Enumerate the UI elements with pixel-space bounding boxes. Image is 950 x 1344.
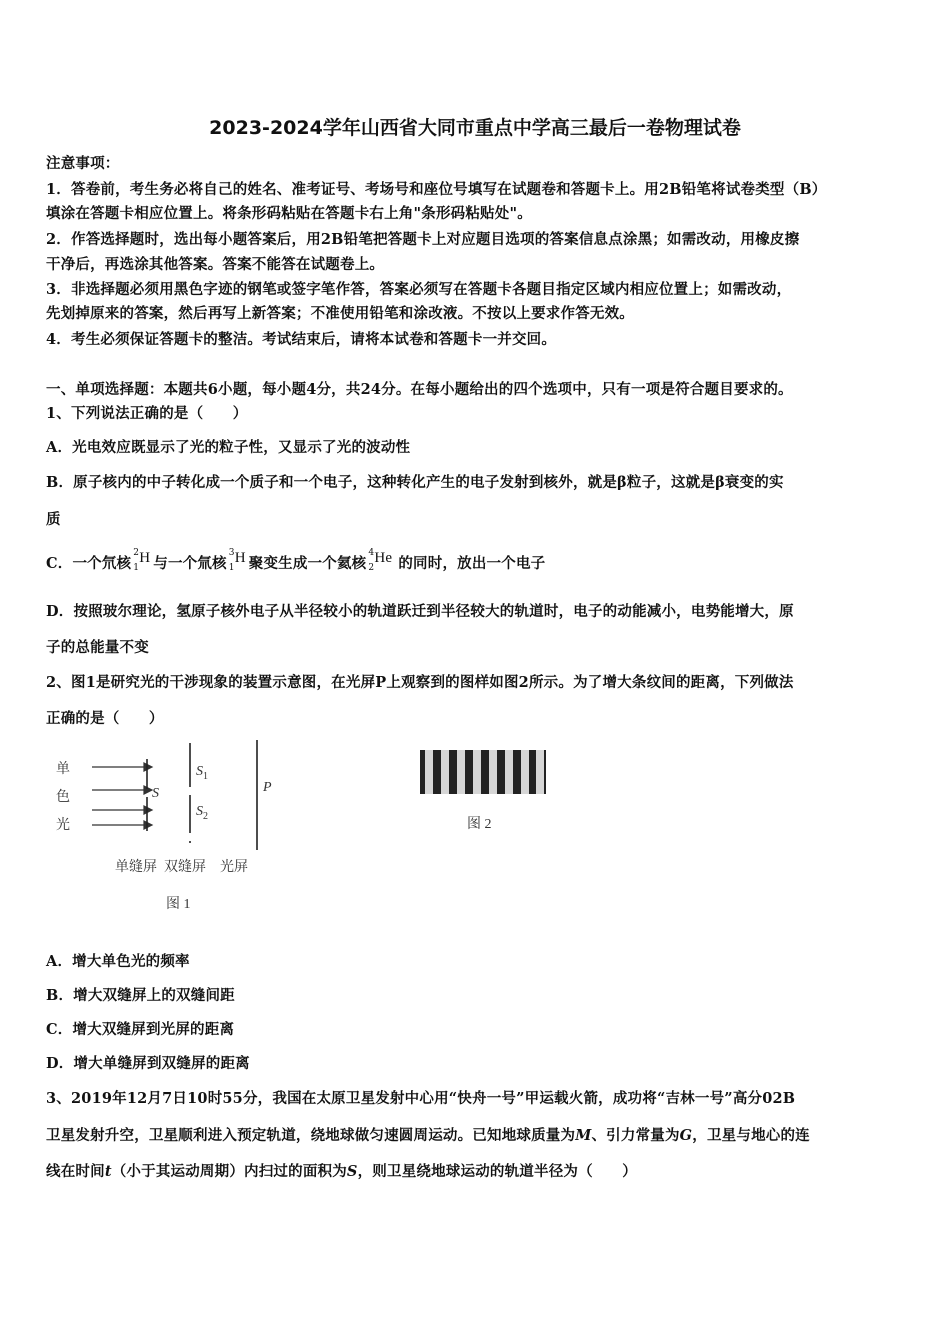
figure-1-apparatus bbox=[40, 735, 290, 920]
q3-stem-cont: 卫星发射升空，卫星顺利进入预定轨道，绕地球做匀速圆周运动。已知地球质量为M、引力常量为G，卫星与地心的连 bbox=[46, 1127, 810, 1144]
q1-option-d: D．按照玻尔理论，氢原子核外电子从半径较小的轨道跃迁到半径较大的轨道时，电子的动能减小，电势能增大，原 bbox=[46, 603, 794, 620]
q1-option-b: B．原子核内的中子转化成一个质子和一个电子，这种转化产生的电子发射到核外，就是β粒子，这就是β衰变的实 bbox=[46, 474, 784, 491]
q2-option-a: A．增大单色光的频率 bbox=[46, 953, 190, 970]
slit-s2-label: $S_2$ bbox=[196, 804, 208, 822]
screens-label: 单缝屏 双缝屏 光屏 bbox=[115, 860, 248, 875]
deuterium-nuclide: 2 1 H bbox=[133, 548, 151, 573]
light-label-char: 光 bbox=[56, 818, 70, 833]
notice-line: 3．非选择题必须用黑色字迹的钢笔或签字笔作答，答案必须写在答题卡各题目指定区域内相应位置上；如需改动， bbox=[46, 281, 792, 298]
q2-option-c: C．增大双缝屏到光屏的距离 bbox=[46, 1021, 235, 1038]
q2-stem: 2、图1是研究光的干涉现象的装置示意图，在光屏P上观察到的图样如图2所示。为了增大条纹间的距离，下列做法 bbox=[46, 674, 794, 691]
figure-2-caption: 图 2 bbox=[467, 817, 492, 832]
q1-option-a: A．光电效应既显示了光的粒子性，又显示了光的波动性 bbox=[46, 439, 411, 456]
slit-s1-label: $S_1$ bbox=[196, 764, 208, 782]
notice-heading: 注意事项： bbox=[46, 155, 120, 172]
q1-option-b-cont: 质 bbox=[46, 511, 61, 528]
figure-1-caption: 图 1 bbox=[166, 897, 191, 912]
q1-option-d-cont: 子的总能量不变 bbox=[46, 639, 149, 656]
slit-s-label: S bbox=[152, 786, 159, 801]
q3-stem: 3、2019年12月7日10时55分，我国在太原卫星发射中心用“快舟一号”甲运载火箭，成功将“吉林一号”高分02B bbox=[46, 1090, 796, 1107]
light-label-char: 色 bbox=[56, 790, 70, 805]
q2-stem-cont: 正确的是（ ） bbox=[46, 710, 164, 727]
notice-line: 干净后，再选涂其他答案。答案不能答在试题卷上。 bbox=[46, 256, 385, 273]
q2-option-d: D．增大单缝屏到双缝屏的距离 bbox=[46, 1055, 250, 1072]
q1-stem: 1、下列说法正确的是（ ） bbox=[46, 405, 248, 422]
notice-line: 先划掉原来的答案，然后再写上新答案；不准使用铅笔和涂改液。不按以上要求作答无效。 bbox=[46, 305, 634, 322]
notice-line: 填涂在答题卡相应位置上。将条形码粘贴在答题卡右上角"条形码粘贴处"。 bbox=[46, 205, 532, 222]
figure-2-fringes bbox=[420, 750, 546, 794]
notice-line: 1．答卷前，考生务必将自己的姓名、准考证号、考场号和座位号填写在试题卷和答题卡上。用2B铅笔将试卷类型（B） bbox=[46, 181, 827, 198]
q3-stem-cont: 线在时间t（小于其运动周期）内扫过的面积为S，则卫星绕地球运动的轨道半径为（ ） bbox=[46, 1163, 637, 1180]
screen-p-label: P bbox=[263, 780, 272, 795]
q2-option-b: B．增大双缝屏上的双缝间距 bbox=[46, 987, 235, 1004]
notice-line: 2．作答选择题时，选出每小题答案后，用2B铅笔把答题卡上对应题目选项的答案信息点涂黑；如需改动，用橡皮擦 bbox=[46, 231, 800, 248]
page-title: 2023-2024学年山西省大同市重点中学高三最后一卷物理试卷 bbox=[209, 117, 741, 139]
q1-option-c: C．一个氘核 2 1 H 与一个氚核 3 1 H 聚变生成一个氦核 4 2 He 的同时，放出一个电子 bbox=[46, 548, 546, 573]
helium-nuclide: 4 2 He bbox=[368, 548, 393, 573]
section-heading: 一、单项选择题：本题共6小题，每小题4分，共24分。在每小题给出的四个选项中，只有一项是符合题目要求的。 bbox=[46, 381, 793, 398]
notice-line: 4．考生必须保证答题卡的整洁。考试结束后，请将本试卷和答题卡一并交回。 bbox=[46, 331, 557, 348]
tritium-nuclide: 3 1 H bbox=[228, 548, 246, 573]
light-label-char: 单 bbox=[56, 762, 70, 777]
